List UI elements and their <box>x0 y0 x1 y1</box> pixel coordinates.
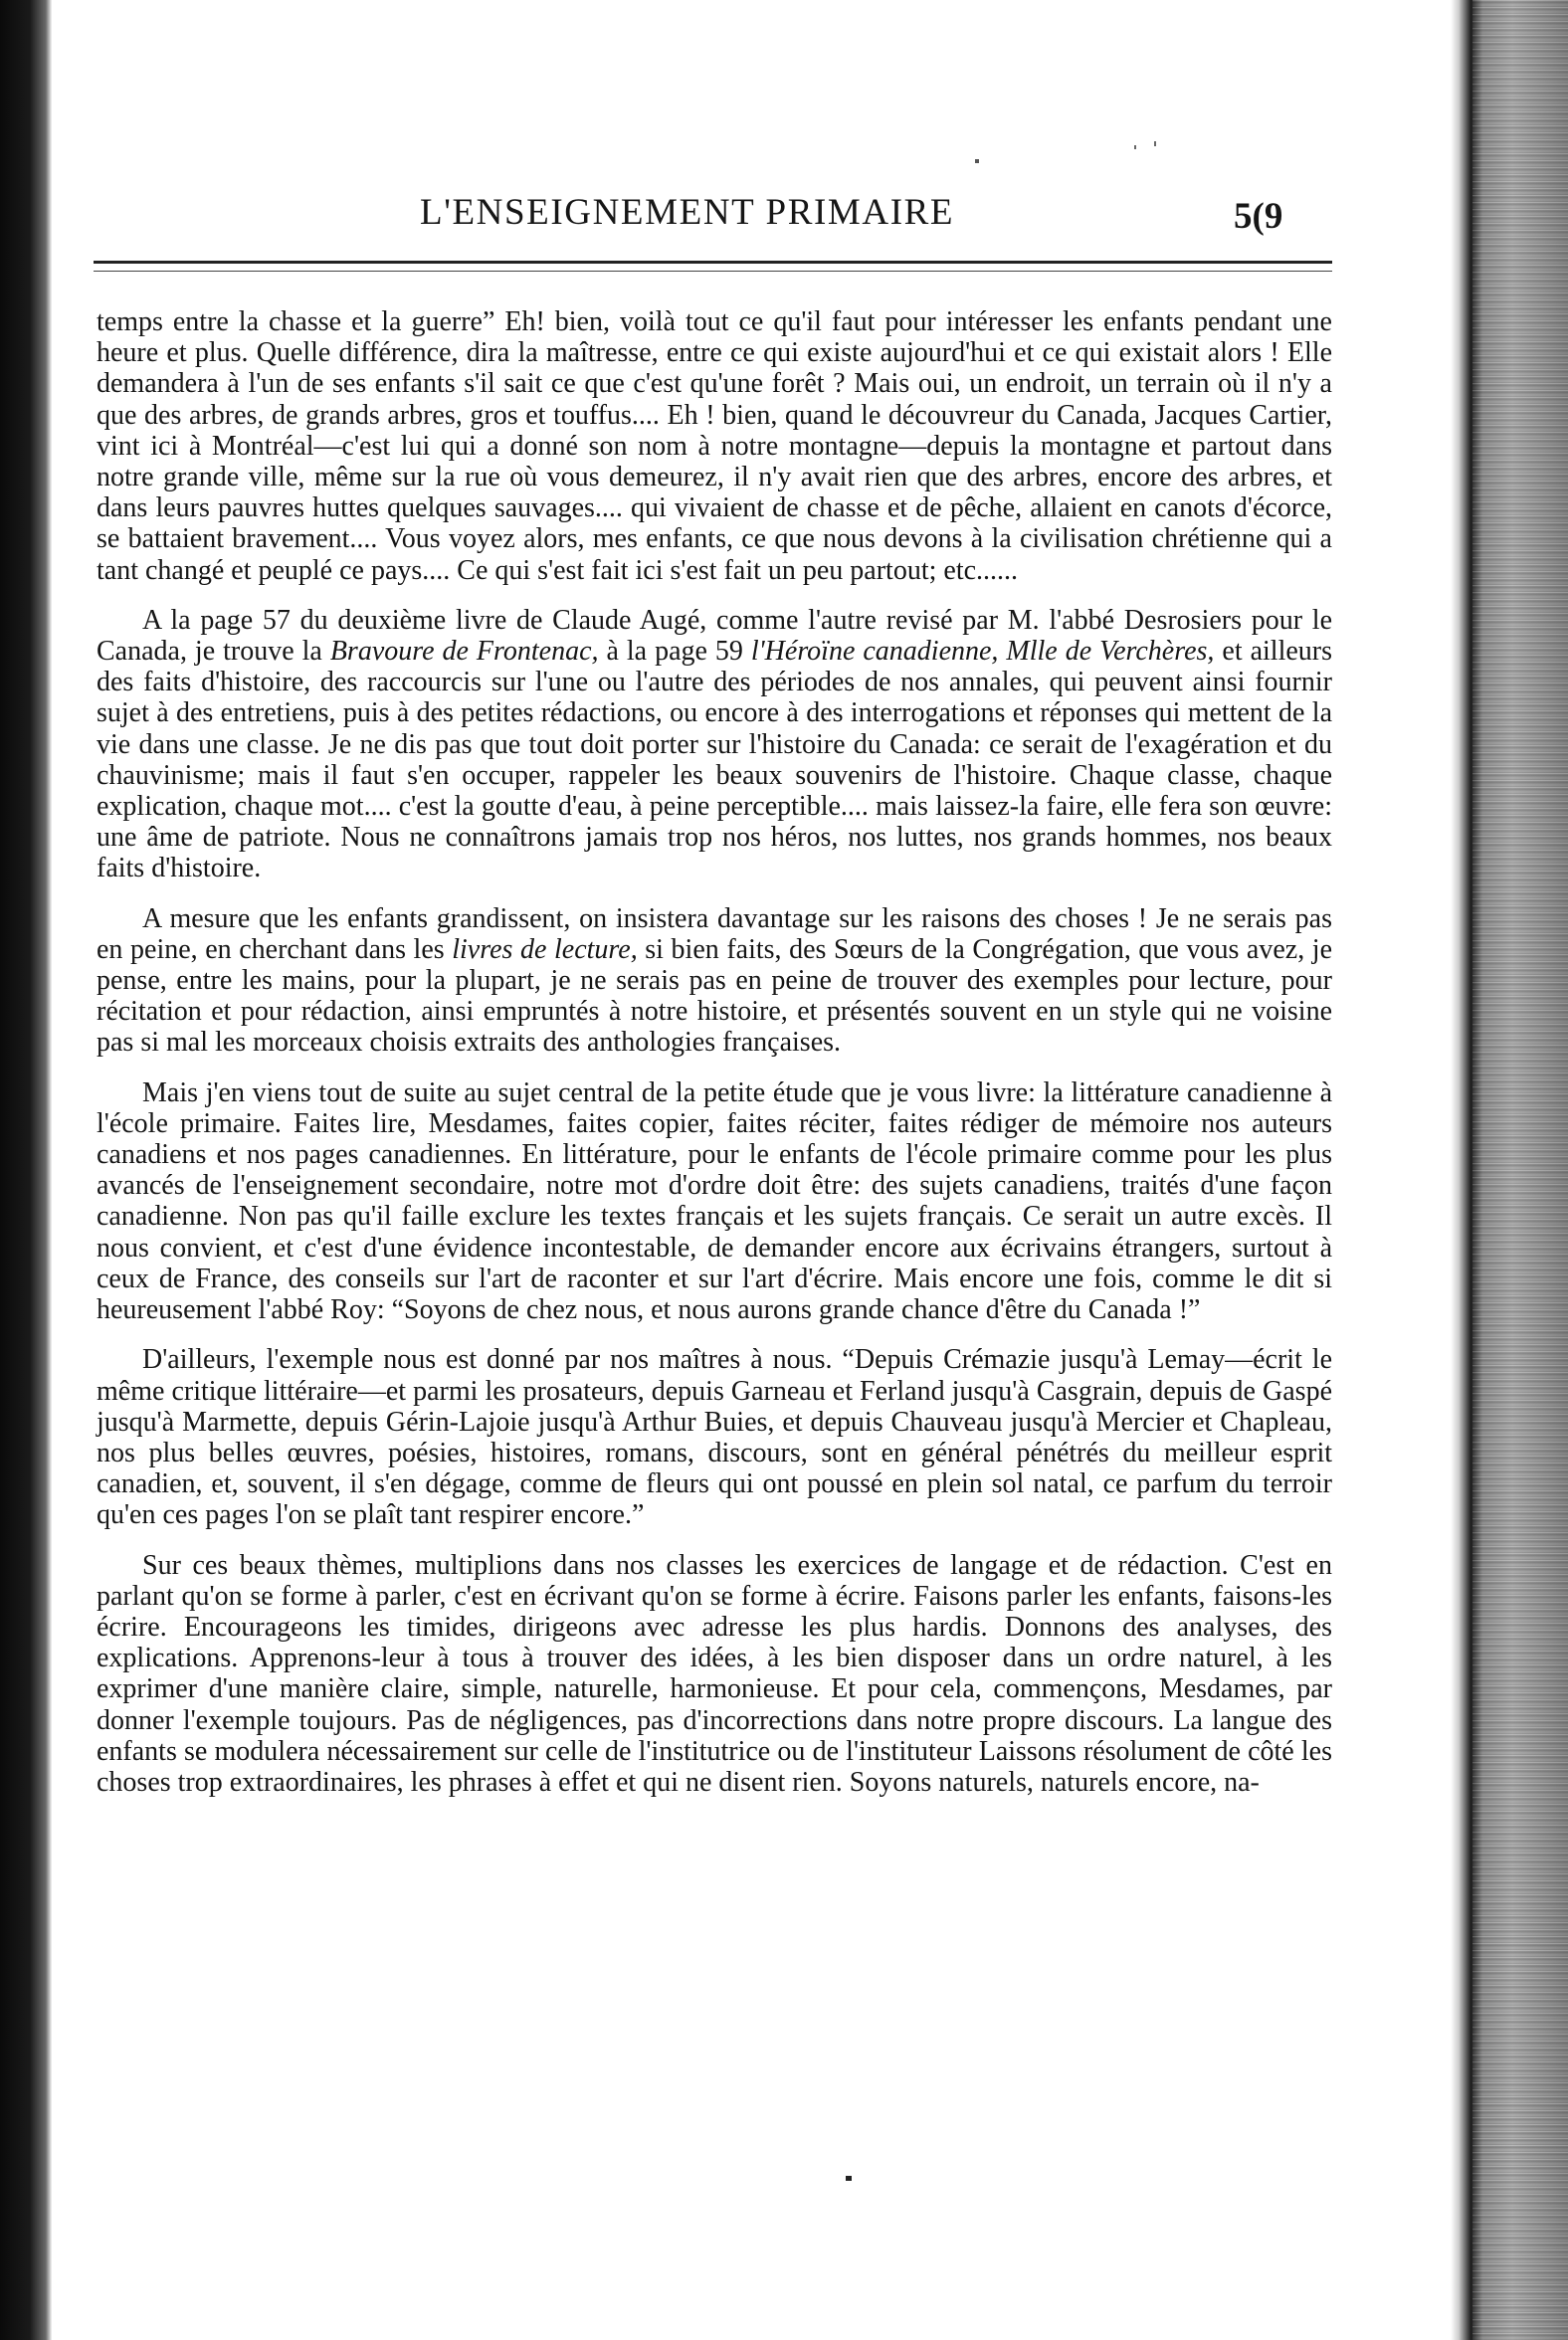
paragraph <box>97 1344 1332 1530</box>
text-run: Sur ces beaux thèmes, multiplions dans nos classes les exercices de langage et de rédaction. C'est en parlant qu'on se forme à parler, c'est en écrivant qu'on se forme à écrire. Faisons parler les enfants, faisons-les écrire. Encourageons les timides, dirigeons avec adresse les plus hardis. Donnons des analyses, des explications. Apprenons-leur à tous à trouver des idées, à les bien disposer dans un ordre naturel, à les exprimer d'une manière claire, simple, naturelle, harmonieuse. Et pour cela, commençons, Mesdames, par donner l'exemple toujours. Pas de négligences, pas d'incorrections dans notre propre discours. La langue des enfants se modulera nécessairement sur celle de l'institutrice ou de l'instituteur Laissons résolument de côté les choses trop extraordinaires, les phrases à effet et qui ne disent rien. Soyons naturels, naturels encore, na- <box>97 1549 1332 1798</box>
header-rule <box>94 261 1332 264</box>
header-rule-thin <box>94 271 1332 272</box>
text-run: temps entre la chasse et la guerre” Eh! bien, voilà tout ce qu'il faut pour intéresser les enfants pendant une heure et plus. Quelle différence, dira la maîtresse, entre ce qui existe aujourd'hui et ce qui existait alors ! Elle demandera à l'un de ses enfants s'il sait ce que c'est qu'une forêt ? Mais oui, un endroit, un terrain où il n'y a que des arbres, de grands arbres, gros et touffus.... Eh ! bien, quand le découvreur du Canada, Jacques Cartier, vint ici à Montréal—c'est lui qui a donné son nom à notre montagne—depuis la montagne et partout dans notre grande ville, même sur la rue où vous demeurez, il n'y avait rien que des arbres, encore des arbres, et dans leurs pauvres huttes quelques sauvages.... qui vivaient de chasse et de pêche, allaient en canots d'écorce, se battaient bravement.... Vous voyez alors, mes enfants, ce que nous devons à la civilisation chrétienne qui a tant changé et peuplé ce pays.... Ce qui s'est fait ici s'est fait un peu partout; etc...... <box>97 306 1332 586</box>
paragraph <box>97 306 1332 586</box>
paragraph <box>97 1077 1332 1326</box>
italic-title: livres de lecture, <box>452 933 638 965</box>
running-title: L'ENSEIGNEMENT PRIMAIRE <box>420 192 955 233</box>
text-run: à la page 59 <box>598 636 751 668</box>
text-run: D'ailleurs, l'exemple nous est donné par nos maîtres à nous. “Depuis Crémazie jusqu'à Lemay—écrit le même critique littéraire—et parmi les prosateurs, depuis Garneau et Ferland jusqu'à Casgrain, depuis de Gaspé jusqu'à Marmette, depuis Gérin-Lajoie jusqu'à Arthur Buies, et depuis Chauveau jusqu'à Mercier et Chapleau, nos plus belles œuvres, poésies, histoires, romans, discours, sont en général pénétrés du meilleur esprit canadien, et, souvent, il s'en dégage, comme de fleurs qui ont poussé en plein sol natal, ce parfum du terroir qu'en ces pages l'on se plaît tant respirer encore.” <box>97 1344 1332 1531</box>
print-speck <box>1134 145 1136 149</box>
book-page <box>52 0 1451 2340</box>
paragraph <box>97 605 1332 884</box>
book-binding-shadow <box>0 0 52 2340</box>
page-number: 5(9 <box>1234 196 1283 237</box>
text-run: si bien faits, des Sœurs de la Congrégation, que vous avez, je pense, entre les mains, pour la plupart, je ne serais pas en peine de trouver des exemples pour lecture, pour récitation et pour rédaction, ainsi empruntés à notre histoire, et présentés souvent en un style qui ne voisine pas si mal les morceaux choisis extraits des anthologies françaises. <box>97 933 1332 1059</box>
printer-mark <box>846 2176 852 2181</box>
text-run: Mais j'en viens tout de suite au sujet central de la petite étude que je vous livre: la littérature canadienne à l'école primaire. Faites lire, Mesdames, faites copier, faites réciter, faites rédiger de mémoire nos auteurs canadiens et nos pages canadiennes. En littérature, pour le enfants de l'école primaire comme pour les plus avancés de l'enseignement secondaire, notre mot d'ordre doit être: des sujets canadiens, traités d'une façon canadienne. Non pas qu'il faille exclure les textes français et les sujets français. Ce serait un autre excès. Il nous convient, et c'est d'une évidence incontestable, de demander encore aux écrivains étrangers, surtout à ceux de France, des conseils sur l'art de raconter et sur l'art d'écrire. Mais encore une fois, comme le dit si heureusement l'abbé Roy: “Soyons de chez nous, et nous aurons grande chance d'être du Canada !” <box>97 1076 1332 1326</box>
paragraph <box>97 903 1332 1059</box>
page-stack-edge <box>1472 0 1568 2340</box>
italic-title: l'Héroïne canadienne, Mlle de Verchères, <box>750 636 1215 668</box>
running-header <box>52 191 1451 241</box>
paragraph <box>97 1550 1332 1799</box>
italic-title: Bravoure de Frontenac, <box>329 636 599 668</box>
print-speck <box>1154 141 1156 146</box>
page-gutter-shadow <box>1451 0 1472 2340</box>
text-run: A mesure que les enfants grandissent, on insistera davantage sur les raisons des choses ! Je ne serais pas en peine, en cherchant dans les <box>97 902 1332 965</box>
print-speck <box>975 159 979 163</box>
text-run: A la page 57 du deuxième livre de Claude Augé, comme l'autre revisé par M. l'abbé Desrosiers pour le Canada, je trouve la <box>97 604 1332 668</box>
body-text <box>97 306 1332 1817</box>
text-run: et ailleurs des faits d'histoire, des raccourcis sur l'une ou l'autre des périodes de nos annales, qui peuvent ainsi fournir sujet à des entretiens, puis à des petites rédactions, ou encore à des interrogations et réponses qui mettent de la vie dans une classe. Je ne dis pas que tout doit porter sur l'histoire du Canada: ce serait de l'exagération et du chauvinisme; mais il faut s'en occuper, rappeler les beaux souvenirs de l'histoire. Chaque classe, chaque explication, chaque mot.... c'est la goutte d'eau, à peine perceptible.... mais laissez-la faire, elle fera son œuvre: une âme de patriote. Nous ne connaîtrons jamais trop nos héros, nos luttes, nos grands hommes, nos beaux faits d'histoire. <box>97 636 1332 884</box>
